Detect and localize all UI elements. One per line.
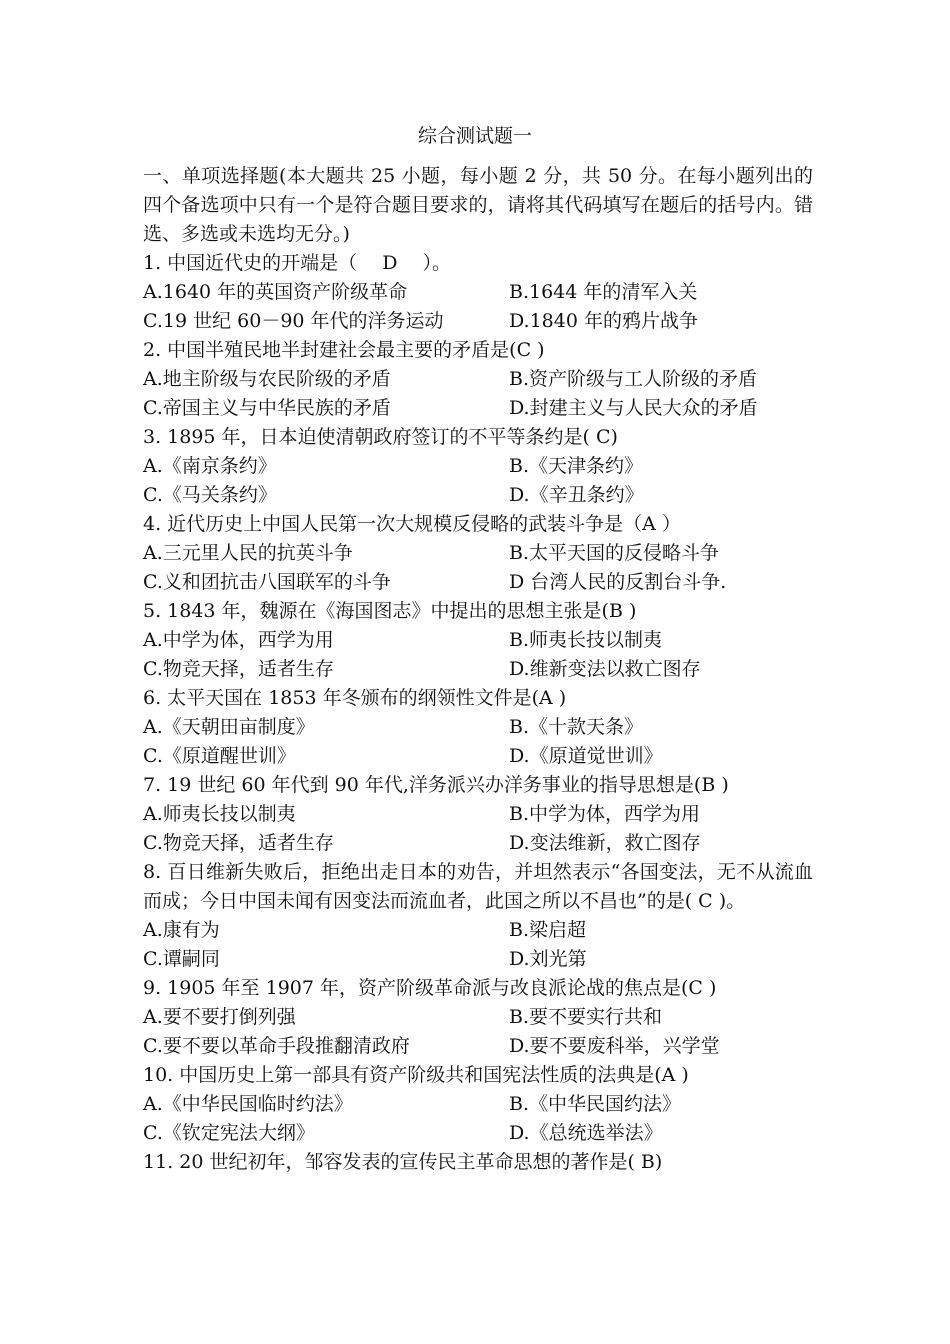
- options-row: [143, 742, 813, 771]
- question-stem: 4. 近代历史上中国人民第一次大规模反侵略的武装斗争是（A ）: [143, 513, 681, 535]
- option-a: A.1640 年的英国资产阶级革命: [143, 281, 408, 303]
- option-a: A.《南京条约》: [143, 455, 277, 477]
- question-stem: 2. 中国半殖民地半封建社会最主要的矛盾是(C ): [143, 339, 545, 361]
- option-d: D.《原道觉世训》: [509, 745, 663, 767]
- question-stem: 6. 太平天国在 1853 年冬颁布的纲领性文件是(A ): [143, 687, 567, 709]
- option-d: D 台湾人民的反割台斗争.: [509, 571, 727, 593]
- option-d: D.封建主义与人民大众的矛盾: [509, 397, 758, 419]
- options-row: [143, 1032, 813, 1061]
- question-7: [143, 771, 813, 858]
- question-stem: 3. 1895 年，日本迫使清朝政府签订的不平等条约是( C): [143, 426, 618, 448]
- question-3: [143, 423, 813, 510]
- options-row: [143, 713, 813, 742]
- options-row: [143, 365, 813, 394]
- question-8: [143, 858, 813, 974]
- options-row: [143, 1003, 813, 1032]
- option-a: A.三元里人民的抗英斗争: [143, 542, 353, 564]
- option-b: B.1644 年的清军入关: [509, 281, 698, 303]
- option-a: A.《中华民国临时约法》: [143, 1093, 353, 1115]
- options-row: [143, 626, 813, 655]
- section-intro: 一、单项选择题(本大题共 25 小题，每小题 2 分，共 50 分。在每小题列出的四个备选项中只有一个是符合题目要求的，请将其代码填写在题后的括号内。错选、多选或未选均无分。): [143, 165, 813, 245]
- question-9: [143, 974, 813, 1061]
- option-a: A.《天朝田亩制度》: [143, 716, 315, 738]
- option-c: C.《马关条约》: [143, 484, 277, 506]
- options-row: [143, 945, 813, 974]
- option-c: C.19 世纪 60－90 年代的洋务运动: [143, 310, 444, 332]
- option-d: D.要不要废科举，兴学堂: [509, 1035, 720, 1057]
- options-row: [143, 568, 813, 597]
- options-row: [143, 829, 813, 858]
- option-d: D.《总统选举法》: [509, 1122, 663, 1144]
- options-row: [143, 452, 813, 481]
- option-a: A.师夷长技以制夷: [143, 803, 296, 825]
- page-title: 综合测试题一: [417, 125, 532, 147]
- options-row: [143, 394, 813, 423]
- option-c: C.帝国主义与中华民族的矛盾: [143, 397, 391, 419]
- option-d: D.变法维新，救亡图存: [509, 832, 701, 854]
- options-row: [143, 655, 813, 684]
- options-row: [143, 307, 813, 336]
- option-b: B.《十款天条》: [509, 716, 644, 738]
- options-row: [143, 1090, 813, 1119]
- option-c: C.物竞天择，适者生存: [143, 832, 334, 854]
- exam-content: [143, 162, 813, 1177]
- options-row: [143, 278, 813, 307]
- option-c: C.义和团抗击八国联军的斗争: [143, 571, 391, 593]
- option-d: D.1840 年的鸦片战争: [509, 310, 698, 332]
- option-c: C.《原道醒世训》: [143, 745, 296, 767]
- question-2: [143, 336, 813, 423]
- option-b: B.要不要实行共和: [509, 1006, 663, 1028]
- options-row: [143, 481, 813, 510]
- option-b: B.《中华民国约法》: [509, 1093, 682, 1115]
- question-4: [143, 510, 813, 597]
- question-stem: 8. 百日维新失败后，拒绝出走日本的劝告，并坦然表示“各国变法，无不从流血而成；今日中国未闻有因变法而流血者，此国之所以不昌也”的是( C )。: [143, 861, 813, 912]
- option-a: A.要不要打倒列强: [143, 1006, 296, 1028]
- option-c: C.物竞天择，适者生存: [143, 658, 334, 680]
- option-c: C.要不要以革命手段推翻清政府: [143, 1035, 410, 1057]
- option-d: D.维新变法以救亡图存: [509, 658, 701, 680]
- options-row: [143, 1119, 813, 1148]
- option-b: B.资产阶级与工人阶级的矛盾: [509, 368, 758, 390]
- options-row: [143, 916, 813, 945]
- options-row: [143, 539, 813, 568]
- option-d: D.《辛丑条约》: [509, 484, 644, 506]
- question-stem: 1. 中国近代史的开端是（ D ）。: [143, 252, 451, 274]
- question-stem: 9. 1905 年至 1907 年，资产阶级革命派与改良派论战的焦点是(C ): [143, 977, 717, 999]
- option-a: A.中学为体，西学为用: [143, 629, 334, 651]
- question-stem: 5. 1843 年，魏源在《海国图志》中提出的思想主张是(B ): [143, 600, 637, 622]
- question-stem: 7. 19 世纪 60 年代到 90 年代,洋务派兴办洋务事业的指导思想是(B ): [143, 774, 729, 796]
- question-10: [143, 1061, 813, 1148]
- option-a: A.康有为: [143, 919, 220, 941]
- option-a: A.地主阶级与农民阶级的矛盾: [143, 368, 391, 390]
- option-b: B.《天津条约》: [509, 455, 644, 477]
- option-b: B.梁启超: [509, 919, 587, 941]
- option-b: B.太平天国的反侵略斗争: [509, 542, 720, 564]
- question-stem: 10. 中国历史上第一部具有资产阶级共和国宪法性质的法典是(A ): [143, 1064, 689, 1086]
- options-row: [143, 800, 813, 829]
- option-b: B.中学为体，西学为用: [509, 803, 701, 825]
- question-11-stem: 11. 20 世纪初年，邹容发表的宣传民主革命思想的著作是( B): [143, 1151, 663, 1173]
- question-5: [143, 597, 813, 684]
- option-c: C.谭嗣同: [143, 948, 220, 970]
- option-c: C.《钦定宪法大纲》: [143, 1122, 315, 1144]
- option-d: D.刘光第: [509, 948, 587, 970]
- question-1: [143, 249, 813, 336]
- question-6: [143, 684, 813, 771]
- option-b: B.师夷长技以制夷: [509, 629, 663, 651]
